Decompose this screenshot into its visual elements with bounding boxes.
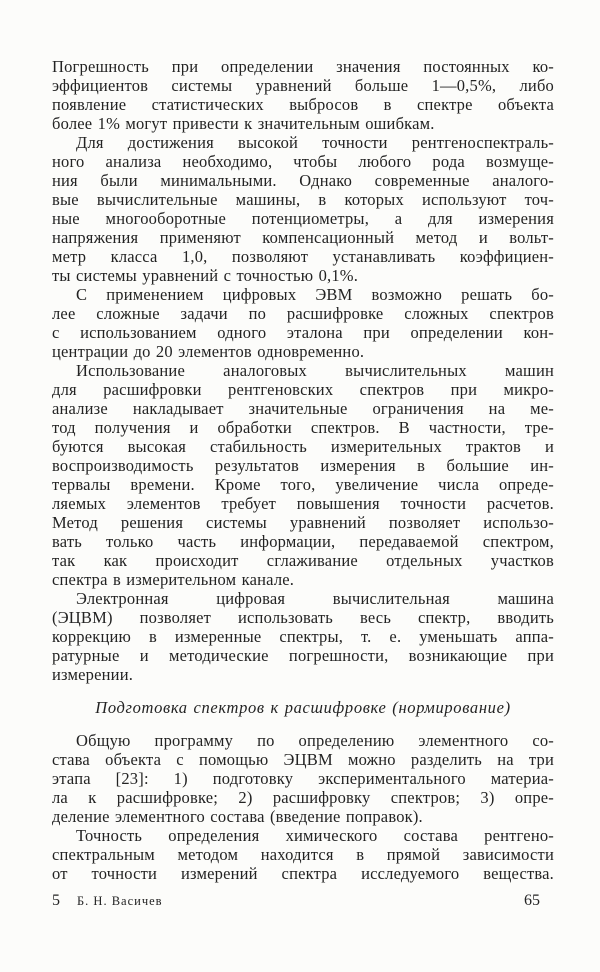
text-line: става объекта с помощью ЭЦВМ можно разделить на три bbox=[52, 750, 554, 769]
paragraph bbox=[52, 361, 554, 589]
section-heading: Подготовка спектров к расшифровке (нормирование) bbox=[95, 698, 511, 717]
paragraph bbox=[52, 285, 554, 361]
text-line: напряжения применяют компенсационный метод и вольт- bbox=[52, 228, 554, 247]
paragraph bbox=[52, 589, 554, 684]
text-line: тервалы времени. Кроме того, увеличение числа опреде- bbox=[52, 475, 554, 494]
text-line: эффициентов системы уравнений больше 1—0,5%, либо bbox=[52, 76, 554, 95]
paragraph bbox=[52, 826, 554, 883]
paragraph bbox=[52, 731, 554, 826]
text-line: вать только часть информации, передаваемой спектром, bbox=[52, 532, 554, 551]
text-block bbox=[52, 57, 554, 883]
text-line: Метод решения системы уравнений позволяет использо- bbox=[52, 513, 554, 532]
text-line: более 1% могут привести к значительным ошибкам. bbox=[52, 114, 435, 133]
text-line: Для достижения высокой точности рентгеноспектраль- bbox=[76, 133, 554, 152]
text-line: с использованием одного эталона при определении кон- bbox=[52, 323, 554, 342]
text-line: лее сложные задачи по расшифровке сложных спектров bbox=[52, 304, 554, 323]
paragraph bbox=[52, 57, 554, 133]
text-line: буются высокая стабильность измерительных трактов и bbox=[52, 437, 554, 456]
text-line: измерении. bbox=[52, 665, 134, 684]
text-line: Использование аналоговых вычислительных машин bbox=[76, 361, 554, 380]
text-line: вые вычислительные машины, в которых используют точ- bbox=[52, 190, 554, 209]
text-line: Точность определения химического состава рентгено- bbox=[76, 826, 554, 845]
text-line: деление элементного состава (введение поправок). bbox=[52, 807, 423, 826]
text-line: центрации до 20 элементов одновременно. bbox=[52, 342, 365, 361]
text-line: тод получения и обработки спектров. В частности, тре- bbox=[52, 418, 554, 437]
signature-number: 5 bbox=[52, 892, 60, 909]
text-line: ные многооборотные потенциометры, а для измерения bbox=[52, 209, 554, 228]
text-line: коррекцию в измеренные спектры, т. е. уменьшать аппа- bbox=[52, 627, 554, 646]
text-line: спектральным методом находится в прямой зависимости bbox=[52, 845, 554, 864]
text-line: появление статистических выбросов в спектре объекта bbox=[52, 95, 554, 114]
text-line: так как происходит сглаживание отдельных участков bbox=[52, 551, 554, 570]
text-line: от точности измерений спектра исследуемого вещества. bbox=[52, 864, 554, 883]
text-line: Электронная цифровая вычислительная машина bbox=[76, 589, 554, 608]
text-line: этапа [23]: 1) подготовку экспериментального материа- bbox=[52, 769, 554, 788]
text-line: ного анализа необходимо, чтобы любого рода возмуще- bbox=[52, 152, 554, 171]
text-line: ляемых элементов требует повышения точности расчетов. bbox=[52, 494, 554, 513]
text-line: Погрешность при определении значения постоянных ко- bbox=[52, 57, 554, 76]
paragraph bbox=[52, 133, 554, 285]
text-line: ла к расшифровке; 2) расшифровку спектров; 3) опре- bbox=[52, 788, 554, 807]
text-line: воспроизводимость результатов измерения в большие ин- bbox=[52, 456, 554, 475]
page-number: 65 bbox=[524, 892, 540, 909]
author-name: Б. Н. Васичев bbox=[77, 894, 163, 908]
text-line: Общую программу по определению элементного со- bbox=[76, 731, 554, 750]
text-line: ты системы уравнений с точностью 0,1%. bbox=[52, 266, 359, 285]
text-line: ратурные и методические погрешности, возникающие при bbox=[52, 646, 554, 665]
text-line: анализе накладывает значительные ограничения на ме- bbox=[52, 399, 554, 418]
text-line: ния были минимальными. Однако современные аналого- bbox=[52, 171, 554, 190]
page-footer bbox=[52, 892, 554, 910]
text-line: (ЭЦВМ) позволяет использовать весь спектр, вводить bbox=[52, 608, 554, 627]
text-line: метр класса 1,0, позволяют устанавливать коэффициен- bbox=[52, 247, 554, 266]
text-line: спектра в измерительном канале. bbox=[52, 570, 295, 589]
text-line: для расшифровки рентгеновских спектров при микро- bbox=[52, 380, 554, 399]
text-line: С применением цифровых ЭВМ возможно решать бо- bbox=[76, 285, 554, 304]
